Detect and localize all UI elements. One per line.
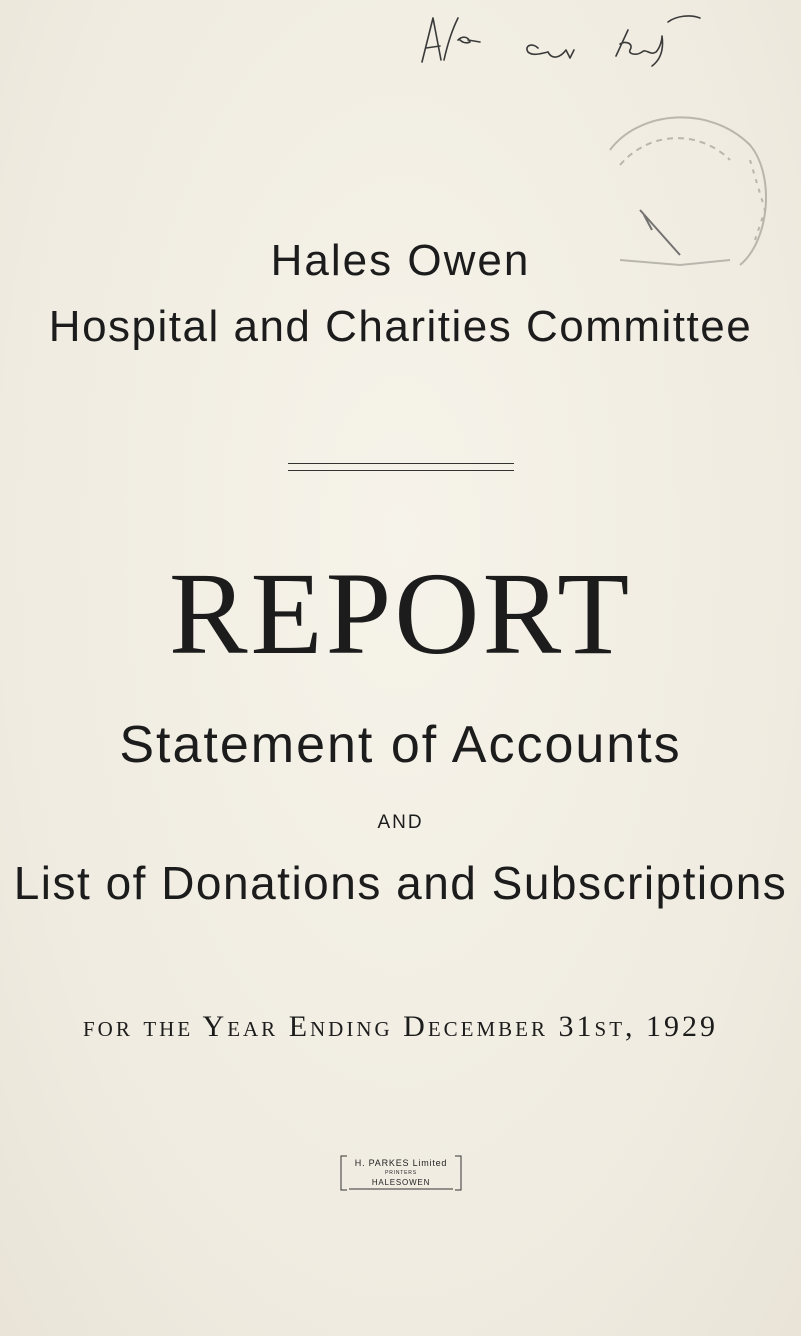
committee-name: Hospital and Charities Committee bbox=[48, 302, 753, 351]
printer-name: H. PARKES Limited bbox=[354, 1158, 448, 1168]
statement-heading: Statement of Accounts bbox=[119, 716, 682, 774]
donations-heading: List of Donations and Subscriptions bbox=[13, 857, 788, 909]
handwritten-annotation bbox=[0, 0, 801, 80]
reporting-period: for the Year Ending December 31st, 1929 bbox=[82, 1010, 719, 1043]
double-rule-divider bbox=[288, 463, 514, 471]
report-title: REPORT bbox=[168, 548, 633, 679]
printer-imprint bbox=[339, 1153, 463, 1193]
organisation-name: Hales Owen bbox=[270, 236, 531, 285]
and-connector: AND bbox=[377, 812, 424, 833]
printer-town: HALESOWEN bbox=[371, 1178, 431, 1187]
printer-trade: PRINTERS bbox=[385, 1170, 417, 1176]
